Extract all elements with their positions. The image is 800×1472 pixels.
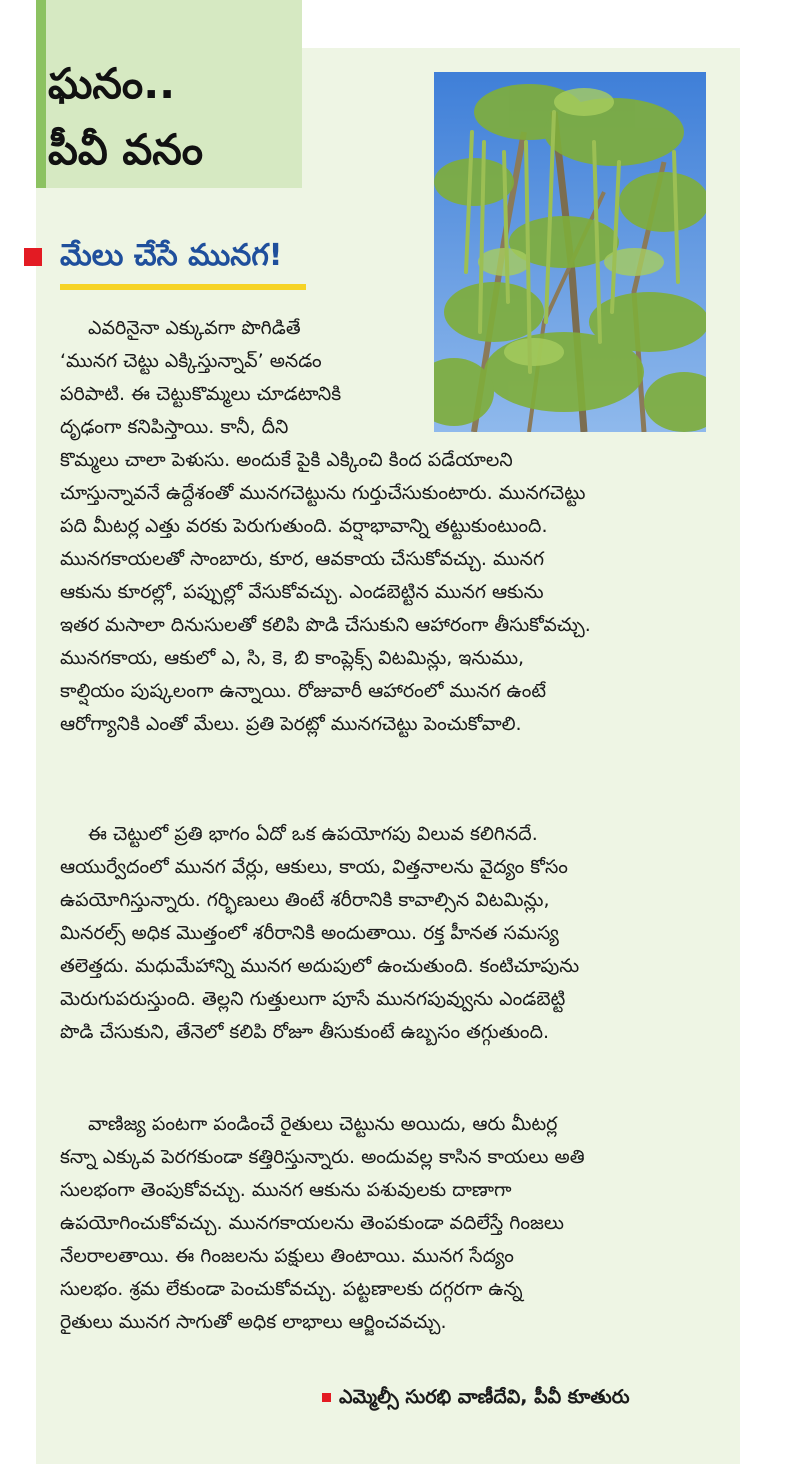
paragraph-line: పది మీటర్ల ఎత్తు వరకు పెరుగుతుంది. వర్షాభావాన్ని తట్టుకుంటుంది. (60, 515, 548, 537)
paragraph-line: కొమ్మలు చాలా పెళుసు. అందుకే పైకి ఎక్కించి కింద పడేయాలని (60, 449, 513, 471)
paragraph-line: రైతులు మునగ సాగుతో అధిక లాభాలు ఆర్జించవచ్చు. (60, 1311, 447, 1333)
byline-marker (322, 1393, 331, 1402)
paragraph-1 (60, 312, 591, 741)
paragraph-line: ‘మునగ చెట్టు ఎక్కిస్తున్నావ్’ అనడం (60, 350, 322, 372)
paragraph-line: సులభం. శ్రమ లేకుండా పెంచుకోవచ్చు. పట్టణాలకు దగ్గరగా ఉన్న (60, 1278, 523, 1300)
paragraph-line: దృఢంగా కనిపిస్తాయి. కానీ, దీని (60, 416, 289, 438)
paragraph-line: ఈ చెట్టులో ప్రతి భాగం ఏదో ఒక ఉపయోగపు విలువ కలిగినదే. (88, 823, 538, 845)
paragraph-line: ఆరోగ్యానికి ఎంతో మేలు. ప్రతి పెరట్లో మునగచెట్టు పెంచుకోవాలి. (60, 713, 522, 735)
paragraph-line: సులభంగా తెంపుకోవచ్చు. మునగ ఆకును పశువులకు దాణాగా (60, 1179, 512, 1201)
paragraph-line: తలెత్తదు. మధుమేహాన్ని మునగ అదుపులో ఉంచుతుంది. కంటిచూపును (60, 955, 580, 977)
paragraph-3 (60, 1108, 585, 1339)
paragraph-line: మునగకాయలతో సాంబారు, కూర, ఆవకాయ చేసుకోవచ్చు. మునగ (60, 548, 545, 570)
paragraph-2 (60, 818, 579, 1049)
paragraph-line: ఆకును కూరల్లో, పప్పుల్లో వేసుకోవచ్చు. ఎండబెట్టిన మునగ ఆకును (60, 581, 544, 603)
paragraph-line: ఆయుర్వేదంలో మునగ వేర్లు, ఆకులు, కాయ, విత్తనాలను వైద్యం కోసం (60, 856, 568, 878)
paragraph-line: కన్నా ఎక్కువ పెరగకుండా కత్తిరిస్తున్నారు. అందువల్ల కాసిన కాయలు అతి (60, 1146, 585, 1168)
paragraph-line: ఎవరినైనా ఎక్కువగా పొగిడితే (88, 317, 301, 339)
headline-line-2: పీవీ వనం (48, 125, 203, 174)
paragraph-line: కాల్షియం పుష్కలంగా ఉన్నాయి. రోజువారీ ఆహారంలో మునగ ఉంటే (60, 680, 547, 702)
subheading: మేలు చేసే మునగ! (60, 238, 283, 273)
paragraph-line: వాణిజ్య పంటగా పండించే రైతులు చెట్టును అయిదు, ఆరు మీటర్ల (88, 1113, 558, 1135)
paragraph-line: నేలరాలతాయి. ఈ గింజలను పక్షులు తింటాయి. మునగ సేద్యం (60, 1245, 514, 1267)
headline-line-1: ఘనం.. (48, 59, 176, 108)
author-byline (322, 1382, 630, 1412)
paragraph-line: మెరుగుపరుస్తుంది. తెల్లని గుత్తులుగా పూసే మునగపువ్వును ఎండబెట్టి (60, 988, 566, 1010)
byline-text: ఎమ్మెల్సీ సురభి వాణీదేవి, పీవీ కూతురు (339, 1386, 630, 1408)
paragraph-line: ఉపయోగిస్తున్నారు. గర్భిణులు తింటే శరీరానికి కావాల్సిన విటమిన్లు, (60, 889, 550, 911)
paragraph-line: ఇతర మసాలా దినుసులతో కలిపి పొడి చేసుకుని ఆహారంగా తీసుకోవచ్చు. (60, 614, 591, 636)
subheading-marker (24, 248, 42, 266)
subheading-underline (60, 284, 306, 290)
paragraph-line: మినరల్స్ అధిక మొత్తంలో శరీరానికి అందుతాయి. రక్త హీనత సమస్య (60, 922, 559, 944)
paragraph-line: చూస్తున్నావనే ఉద్దేశంతో మునగచెట్టును గుర్తుచేసుకుంటారు. మునగచెట్టు (60, 482, 586, 504)
paragraph-line: ఉపయోగించుకోవచ్చు. మునగకాయలను తెంపకుండా వదిలేస్తే గింజలు (60, 1212, 564, 1234)
paragraph-line: పరిపాటి. ఈ చెట్టుకొమ్మలు చూడటానికి (60, 383, 342, 405)
paragraph-line: మునగకాయ, ఆకులో ఎ, సి, కె, బి కాంప్లెక్స్ విటమిన్లు, ఇనుము, (60, 647, 525, 669)
paragraph-line: పొడి చేసుకుని, తేనెలో కలిపి రోజూ తీసుకుంటే ఉబ్బసం తగ్గుతుంది. (60, 1021, 550, 1043)
